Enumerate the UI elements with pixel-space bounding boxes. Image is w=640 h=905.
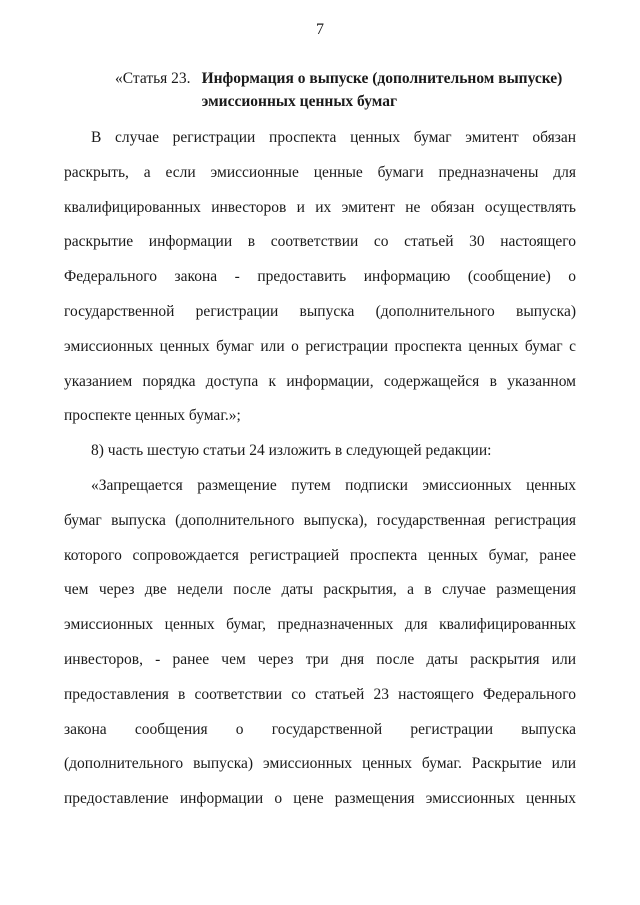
article-heading-prefix: «Статья 23. [115, 70, 191, 87]
text-line: проспекте ценных бумаг.»; [64, 407, 241, 425]
text-line: государственной регистрации выпуска (дополнительного выпуска) [64, 302, 576, 320]
text-line: «Запрещается размещение путем подписки эмиссионных ценных [91, 476, 576, 494]
article-heading-title-line1: Информация о выпуске (дополнительном выпуске) [201, 70, 563, 87]
text-line: предоставления в соответствии со статьей 23 настоящего Федерального [64, 685, 576, 703]
text-line: эмиссионных ценных бумаг или о регистрации проспекта ценных бумаг с [64, 337, 576, 355]
body-text [64, 121, 576, 817]
text-line: инвесторов, - ранее чем через три дня после даты раскрытия или [64, 650, 576, 668]
text-line: (дополнительного выпуска) эмиссионных ценных бумаг. Раскрытие или [64, 755, 576, 773]
page-number: 7 [316, 21, 324, 38]
text-line: бумаг выпуска (дополнительного выпуска), государственная регистрация [64, 511, 576, 529]
text-line: указанием порядка доступа к информации, содержащейся в указанном [64, 372, 576, 390]
article-heading [64, 68, 576, 113]
article-heading-title-line2: эмиссионных ценных бумаг [201, 92, 397, 110]
text-line: В случае регистрации проспекта ценных бумаг эмитент обязан [91, 129, 576, 146]
text-line: которого сопровождается регистрацией проспекта ценных бумаг, ранее [64, 546, 576, 564]
text-line: раскрытие информации в соответствии со статьей 30 настоящего [64, 233, 576, 251]
text-line: чем через две недели после даты раскрытия, а в случае размещения [64, 581, 576, 599]
text-line: квалифицированных инвесторов и их эмитент не обязан осуществлять [64, 198, 576, 216]
text-line: Федерального закона - предоставить информацию (сообщение) о [64, 268, 576, 286]
text-line: закона сообщения о государственной регистрации выпуска [64, 720, 576, 738]
text-line: 8) часть шестую статьи 24 изложить в следующей редакции: [91, 442, 492, 460]
article-heading-title [202, 68, 563, 113]
text-line: предоставление информации о цене размещения эмиссионных ценных [64, 790, 576, 808]
text-line: эмиссионных ценных бумаг, предназначенных для квалифицированных [64, 616, 576, 634]
text-line: раскрыть, а если эмиссионные ценные бумаги предназначены для [64, 163, 576, 181]
